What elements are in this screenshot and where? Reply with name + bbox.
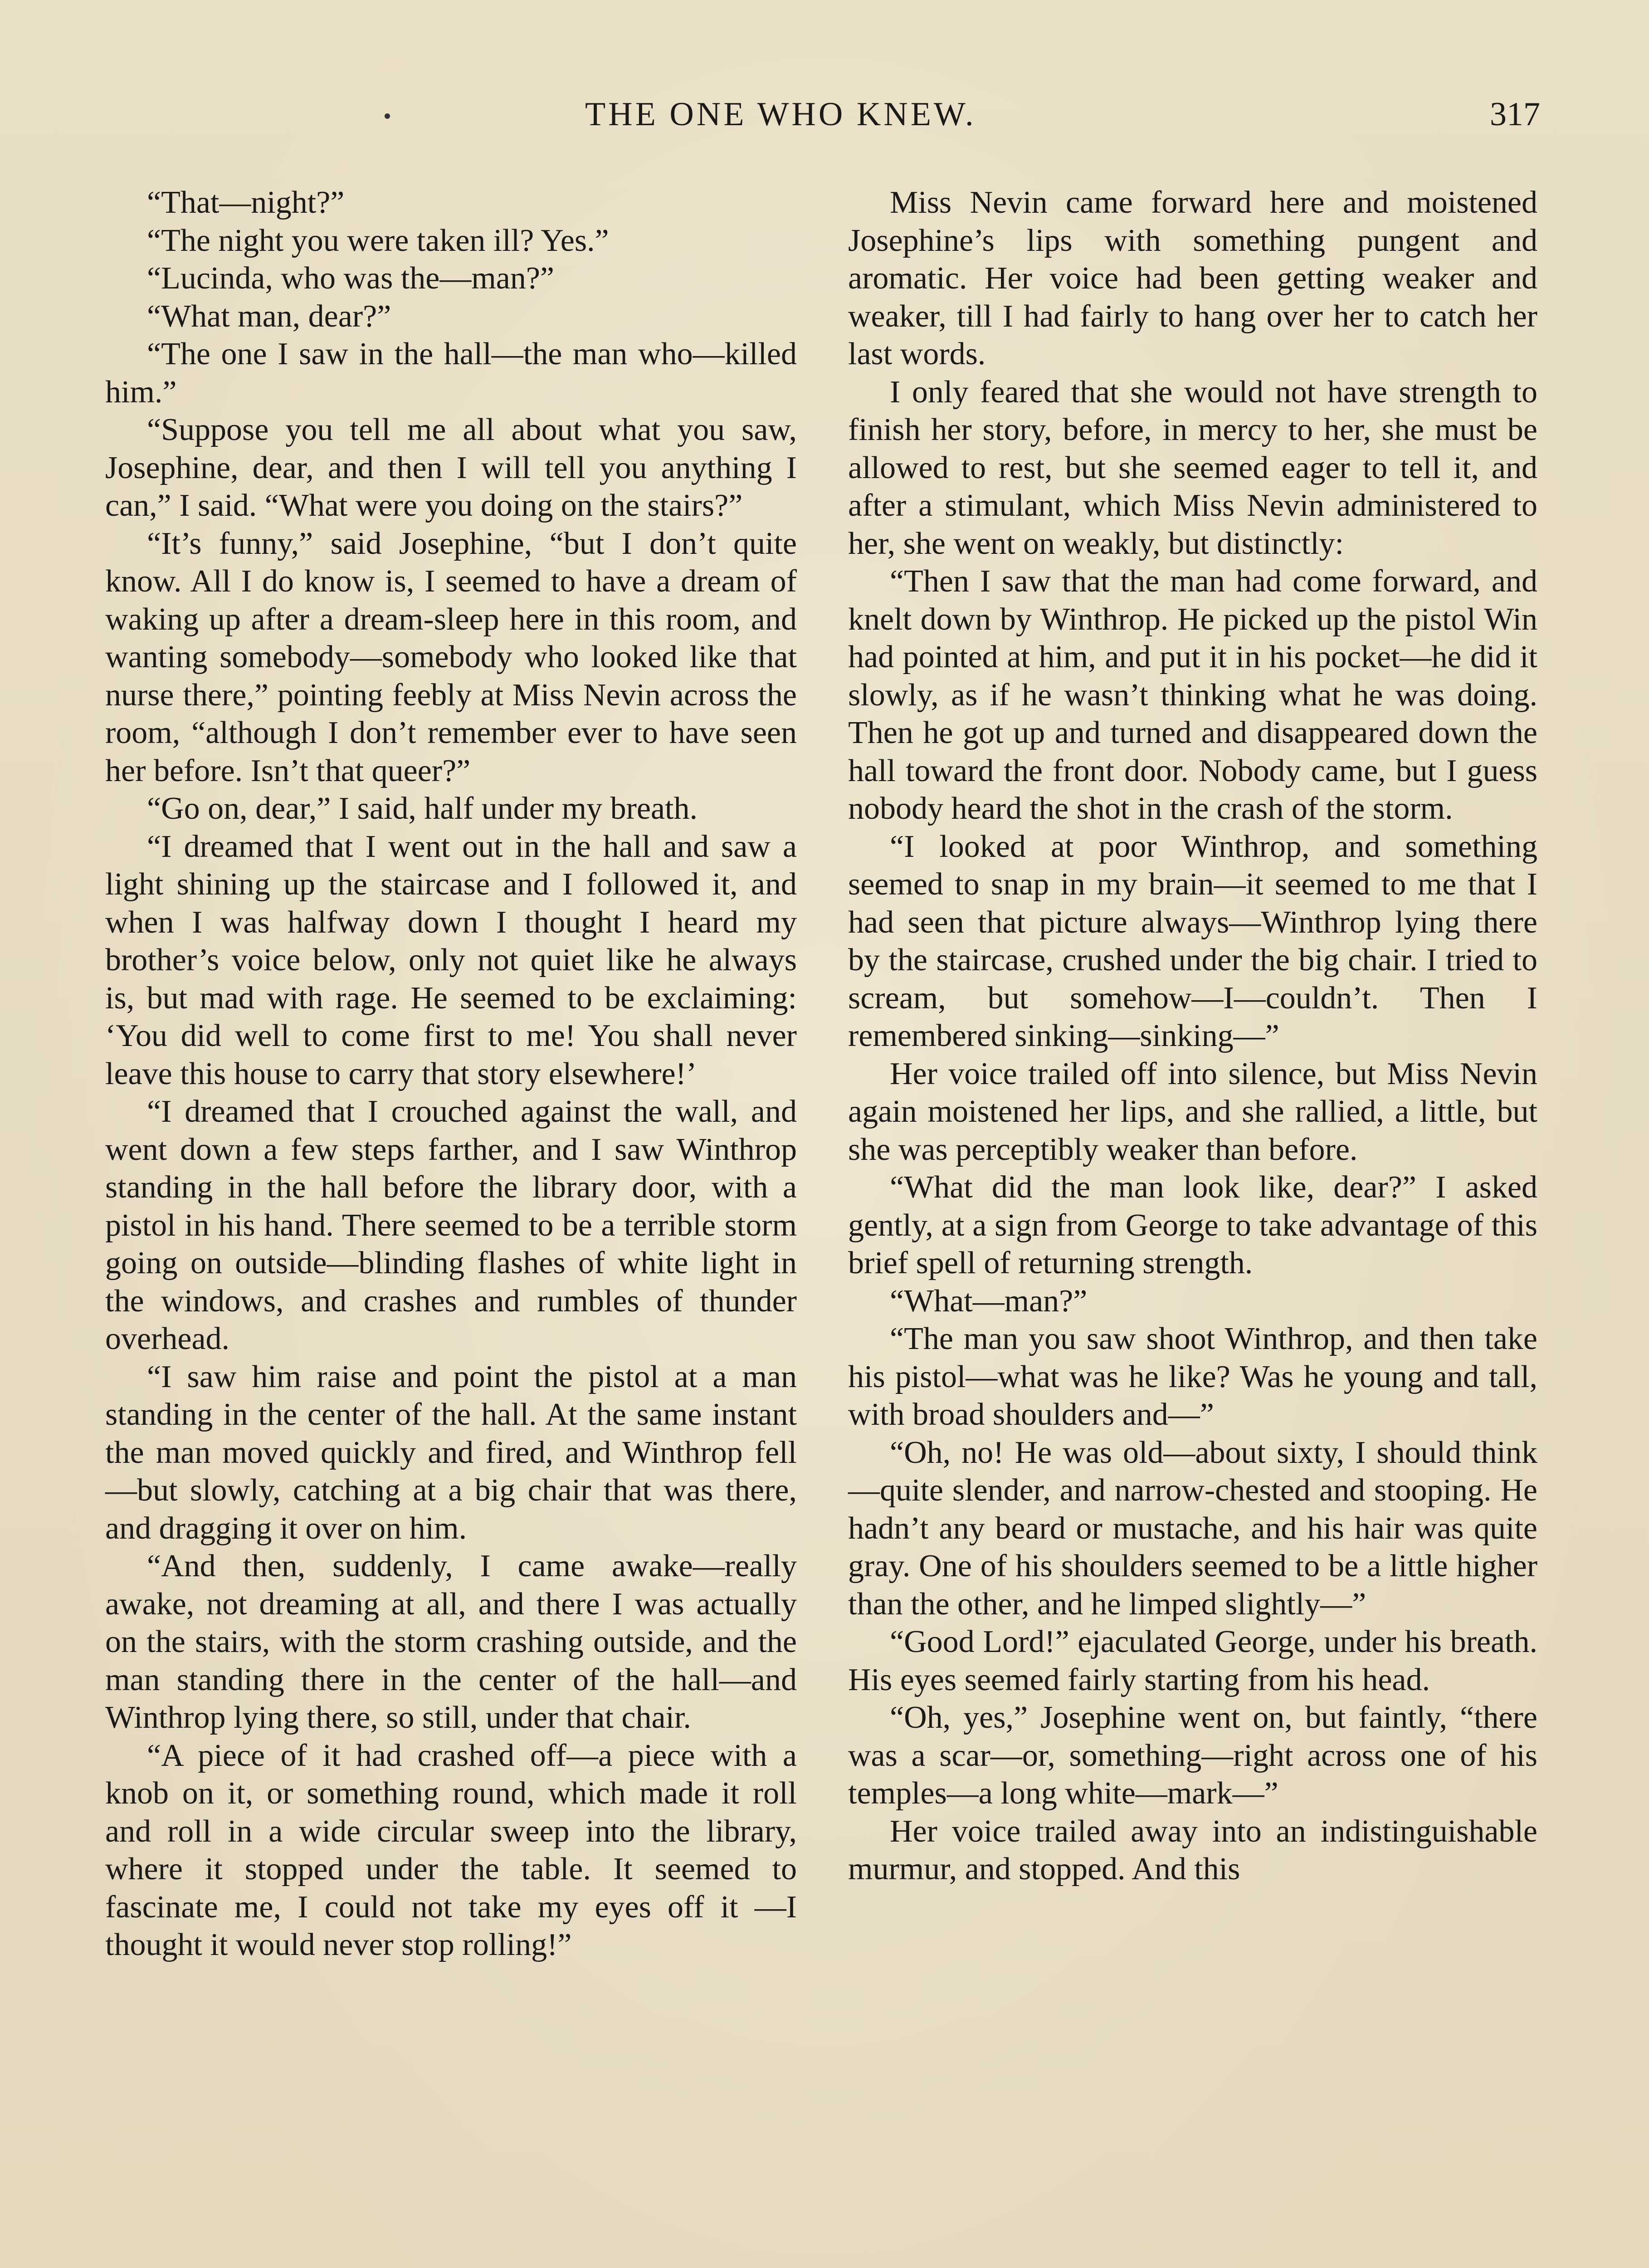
- paragraph: “Then I saw that the man had come forward, and knelt down by Winthrop. He picked up the pistol Win had pointed at him, and put it in his pocket—he did it slowly, as if he wasn’t thinking what he was doing. Then he got up and turned and disappeared down the hall toward the front door. Nobody came, but I guess nobody heard the shot in the crash of the storm.: [848, 564, 1537, 826]
- paragraph: Miss Nevin came forward here and moistened Josephine’s lips with something pungent and aromatic. Her voice had been getting weaker and weaker, till I had fairly to hang over her to catch her last words.: [848, 185, 1537, 371]
- paragraph: “Go on, dear,” I said, half under my breath.: [147, 791, 698, 826]
- paragraph: “I saw him raise and point the pistol at a man standing in the center of the hall. At the same instant the man moved quickly and fired, and Winthrop fell—but slowly, catching at a big chair that was there, and dragging it over on him.: [105, 1359, 797, 1546]
- paragraph: “It’s funny,” said Josephine, “but I don’t quite know. All I do know is, I seemed to have a dream of waking up after a dream-sleep here in this room, and wanting somebody—somebody who looked like that nurse there,” pointing feebly at Miss Nevin across the room, “although I don’t remember ever to have seen her before. Isn’t that queer?”: [105, 526, 797, 788]
- paragraph: “Good Lord!” ejaculated George, under his breath. His eyes seemed fairly starting from his head.: [848, 1624, 1537, 1697]
- paragraph: “A piece of it had crashed off—a piece with a knob on it, or something round, which made it roll and roll in a wide circular sweep into the library, where it stopped under the table. It seemed to fascinate me, I could not take my eyes off it —I thought it would never stop rolling!”: [105, 1738, 797, 1962]
- paragraph: “I dreamed that I went out in the hall and saw a light shining up the staircase and I followed it, and when I was halfway down I thought I heard my brother’s voice below, only not quiet like he always is, but mad with rage. He seemed to be exclaiming: ‘You did well to come first to me! You shall never leave this house to carry that story elsewhere!’: [105, 829, 797, 1091]
- paragraph: “I looked at poor Winthrop, and something seemed to snap in my brain—it seemed to me that I had seen that picture always—Winthrop lying there by the staircase, crushed under the big chair. I tried to scream, but somehow—I—couldn’t. Then I remembered sinking—sinking—”: [848, 829, 1537, 1053]
- paragraph: “What man, dear?”: [147, 298, 391, 334]
- paragraph: “The one I saw in the hall—the man who—killed him.”: [105, 337, 797, 410]
- paragraph: “The man you saw shoot Winthrop, and then take his pistol—what was he like? Was he young and tall, with broad shoulders and—”: [848, 1321, 1537, 1432]
- left-column: [105, 184, 797, 1964]
- paragraph: “That—night?”: [147, 185, 345, 220]
- running-head: THE ONE WHO KNEW.: [585, 96, 976, 133]
- paragraph: “What did the man look like, dear?” I asked gently, at a sign from George to take advantage of this brief spell of returning strength.: [848, 1170, 1537, 1281]
- paragraph: Her voice trailed away into an indistinguishable murmur, and stopped. And this: [848, 1813, 1537, 1887]
- paragraph: “Oh, yes,” Josephine went on, but faintly, “there was a scar—or, something—right across one of his temples—a long white—mark—”: [848, 1700, 1537, 1811]
- paragraph: “Suppose you tell me all about what you saw, Josephine, dear, and then I will tell you anything I can,” I said. “What were you doing on the stairs?”: [105, 412, 797, 523]
- page-header: [0, 95, 1649, 145]
- paragraph: “Lucinda, who was the—man?”: [147, 261, 555, 296]
- paragraph: “And then, suddenly, I came awake—really awake, not dreaming at all, and there I was actually on the stairs, with the storm crashing outside, and the man standing there in the center of the hall—and Winthrop lying there, so still, under that chair.: [105, 1549, 797, 1735]
- paragraph: I only feared that she would not have strength to finish her story, before, in mercy to her, she must be allowed to rest, but she seemed eager to tell it, and after a stimulant, which Miss Nevin administered to her, she went on weakly, but distinctly:: [848, 374, 1537, 561]
- paragraph: “I dreamed that I crouched against the wall, and went down a few steps farther, and I saw Winthrop standing in the hall before the library door, with a pistol in his hand. There seemed to be a terrible storm going on outside—blinding flashes of white light in the windows, and crashes and rumbles of thunder overhead.: [105, 1094, 797, 1356]
- ink-speck: [385, 113, 390, 119]
- page-number: 317: [1490, 96, 1540, 133]
- paragraph: Her voice trailed off into silence, but Miss Nevin again moistened her lips, and she rallied, a little, but she was perceptibly weaker than before.: [848, 1056, 1537, 1167]
- paragraph: “What—man?”: [890, 1283, 1088, 1319]
- paragraph: “The night you were taken ill? Yes.”: [147, 223, 609, 258]
- right-column: [848, 184, 1537, 1888]
- paragraph: “Oh, no! He was old—about sixty, I should think—quite slender, and narrow-chested and stooping. He hadn’t any beard or mustache, and his hair was quite gray. One of his shoulders seemed to be a little higher than the other, and he limped slightly—”: [848, 1435, 1537, 1622]
